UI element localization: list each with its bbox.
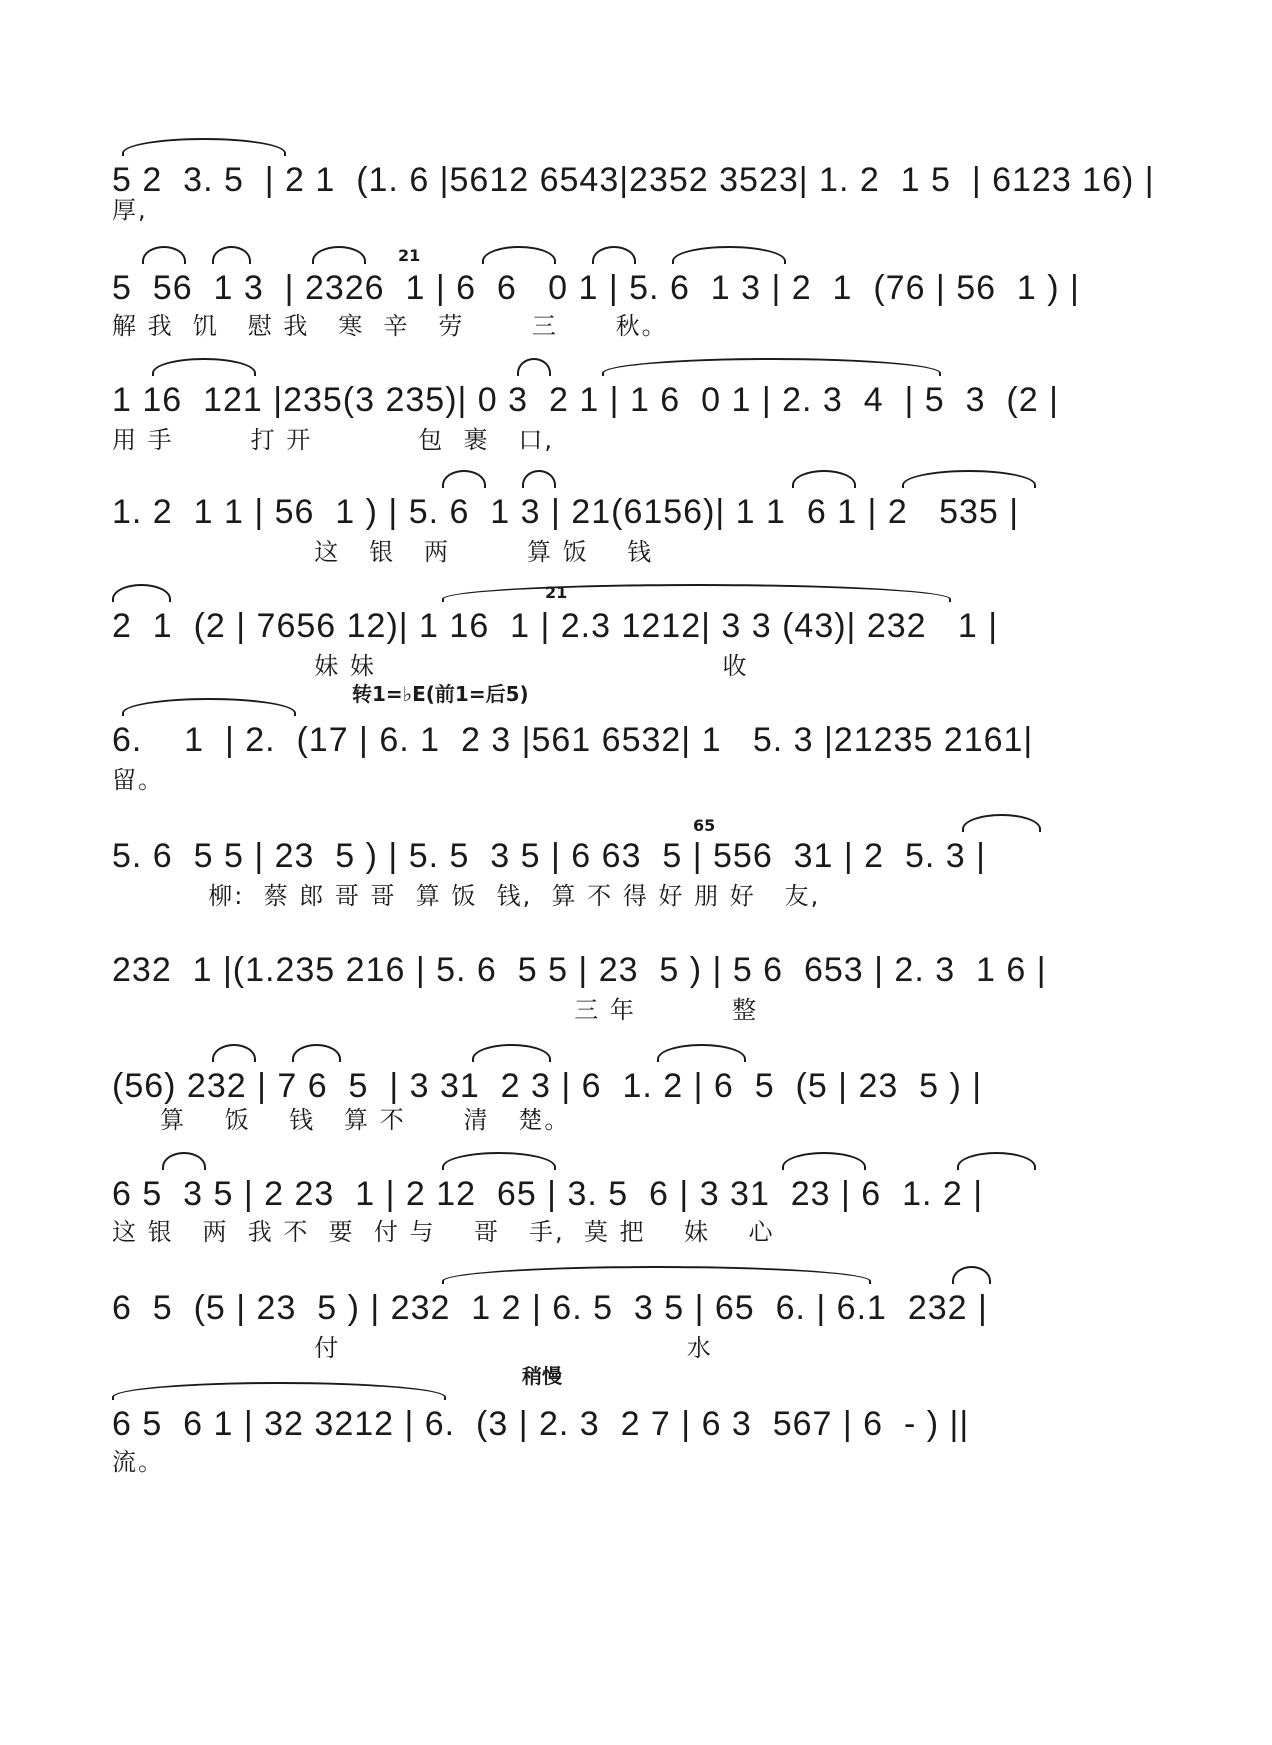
notation-line: 1. 2 1 1 | 56 1 ) | 5. 6 1 3 | 21(6156)| 1 1 6 1 | 2 535 |	[112, 493, 1020, 531]
notation-line: 6 5 (5 | 23 5 ) | 232 1 2 | 6. 5 3 5 | 65 6. | 6.1 232 |	[112, 1289, 988, 1327]
grace-note-marking: 21	[545, 583, 568, 602]
staff-system	[112, 1394, 1142, 1504]
notation-line: 2 1 (2 | 7656 12)| 1 16 1 | 2.3 1212| 3 3 (43)| 232 1 |	[112, 607, 999, 645]
lyric-line: 这 银 两 我 不 要 付 与 哥 手, 莫 把 妹 心	[112, 1218, 775, 1246]
staff-system	[112, 150, 1155, 260]
notation-line: 6 5 6 1 | 32 3212 | 6. (3 | 2. 3 2 7 | 6 3 567 | 6 - ) ||	[112, 1405, 970, 1443]
notation-line: 5. 6 5 5 | 23 5 ) | 5. 5 3 5 | 6 63 5 | 556 31 | 2 5. 3 |	[112, 837, 986, 875]
staff-system	[112, 710, 1142, 820]
staff-system	[112, 940, 1142, 1050]
lyric-line: 算 饭 钱 算 不 清 楚。	[112, 1106, 571, 1134]
lyric-line: 解 我 饥 慰 我 寒 辛 劳 三 秋。	[112, 312, 668, 340]
staff-system	[112, 1056, 1142, 1166]
staff-system	[112, 1164, 1142, 1274]
lyric-line: 妹 妹 收	[112, 652, 749, 680]
tempo-marking: 稍慢	[522, 1364, 562, 1388]
lyric-line: 用 手 打 开 包 裹 口,	[112, 426, 554, 454]
lyric-line: 三 年 整	[112, 996, 759, 1024]
grace-note-marking: 21	[398, 246, 421, 265]
notation-line: 1 16 121 |235(3 235)| 0 3 2 1 | 1 6 0 1 | 2. 3 4 | 5 3 (2 |	[112, 381, 1059, 419]
staff-system	[112, 370, 1142, 480]
lyric-line: 柳: 蔡 郎 哥 哥 算 饭 钱, 算 不 得 好 朋 好 友,	[112, 882, 821, 910]
lyric-line: 流。	[112, 1448, 164, 1476]
staff-system	[112, 826, 1142, 936]
notation-line: 5 2 3. 5 | 2 1 (1. 6 |5612 6543|2352 3523| 1. 2 1 5 | 6123 16) |	[112, 161, 1155, 199]
notation-line: 6. 1 | 2. (17 | 6. 1 2 3 |561 6532| 1 5. 3 |21235 2161|	[112, 721, 1034, 759]
staff-system	[112, 258, 1142, 368]
notation-line: 6 5 3 5 | 2 23 1 | 2 12 65 | 3. 5 6 | 3 31 23 | 6 1. 2 |	[112, 1175, 984, 1213]
key-change-marking: 转1=♭E(前1=后5)	[352, 682, 529, 706]
notation-line: 5 56 1 3 | 2326 1 | 6 6 0 1 | 5. 6 1 3 | 2 1 (76 | 56 1 ) |	[112, 269, 1080, 307]
lyric-line: 留。	[112, 766, 164, 794]
staff-system	[112, 1278, 1142, 1388]
notation-line: (56) 232 | 7 6 5 | 3 31 2 3 | 6 1. 2 | 6 5 (5 | 23 5 ) |	[112, 1067, 983, 1105]
staff-system	[112, 596, 1142, 706]
lyric-line: 这 银 两 算 饭 钱	[112, 538, 654, 566]
lyric-line: 厚,	[112, 196, 148, 224]
grace-note-marking: 65	[693, 816, 716, 835]
staff-system	[112, 482, 1142, 592]
lyric-line: 付 水	[112, 1334, 713, 1362]
notation-line: 232 1 |(1.235 216 | 5. 6 5 5 | 23 5 ) | 5 6 653 | 2. 3 1 6 |	[112, 951, 1047, 989]
